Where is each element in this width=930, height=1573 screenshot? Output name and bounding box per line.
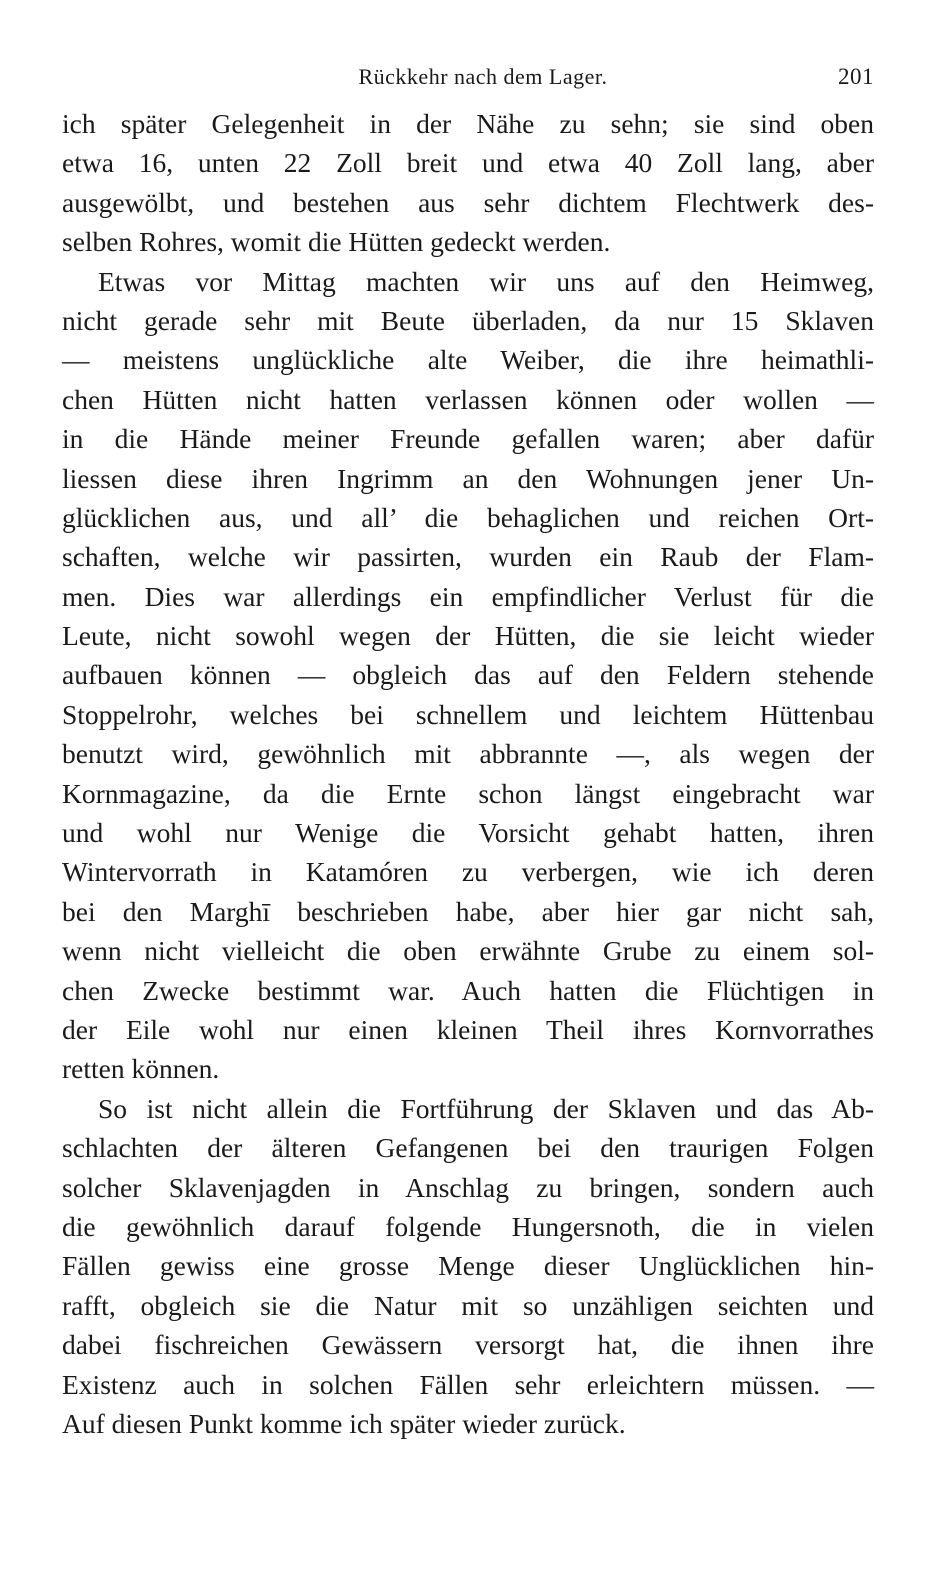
- book-page: [62, 58, 874, 1443]
- text-line: solcher Sklavenjagden in Anschlag zu bringen, sondern auch: [62, 1171, 874, 1203]
- running-head: [62, 58, 874, 98]
- text-line: ausgewölbt, und bestehen aus sehr dichtem Flechtwerk des-: [62, 186, 874, 218]
- text-line: Wintervorrath in Katamóren zu verbergen, wie ich deren: [62, 856, 874, 888]
- text-line: liessen diese ihren Ingrimm an den Wohnungen jener Un-: [62, 462, 874, 494]
- text-line: retten können.: [62, 1053, 220, 1085]
- page-number: 201: [838, 64, 874, 89]
- text-line: ich später Gelegenheit in der Nähe zu sehn; sie sind oben: [62, 108, 874, 139]
- text-line: chen Zwecke bestimmt war. Auch hatten die Flüchtigen in: [62, 974, 874, 1006]
- text-line: Existenz auch in solchen Fällen sehr erleichtern müssen. —: [62, 1368, 874, 1400]
- text-line: So ist nicht allein die Fortführung der Sklaven und das Ab-: [98, 1092, 874, 1124]
- text-line: bei den Marghī beschrieben habe, aber hier gar nicht sah,: [62, 895, 874, 927]
- text-line: benutzt wird, gewöhnlich mit abbrannte —, als wegen der: [62, 738, 874, 770]
- text-line: rafft, obgleich sie die Natur mit so unzähligen seichten und: [62, 1289, 874, 1321]
- body-text: [62, 104, 874, 1443]
- text-line: Stoppelrohr, welches bei schnellem und leichtem Hüttenbau: [62, 698, 874, 730]
- running-title: Rückkehr nach dem Lager.: [358, 64, 608, 89]
- paragraph: [62, 1089, 874, 1444]
- text-line: chen Hütten nicht hatten verlassen können oder wollen —: [62, 383, 874, 415]
- paragraph: [62, 104, 874, 262]
- text-line: schaften, welche wir passirten, wurden ein Raub der Flam-: [62, 541, 874, 573]
- text-line: selben Rohres, womit die Hütten gedeckt werden.: [62, 226, 611, 258]
- text-line: in die Hände meiner Freunde gefallen waren; aber dafür: [62, 423, 874, 455]
- text-line: Auf diesen Punkt komme ich später wieder zurück.: [62, 1407, 626, 1439]
- text-line: der Eile wohl nur einen kleinen Theil ihres Kornvorrathes: [62, 1013, 874, 1045]
- text-line: dabei fischreichen Gewässern versorgt hat, die ihnen ihre: [62, 1329, 874, 1361]
- paragraph: [62, 262, 874, 1089]
- text-line: Etwas vor Mittag machten wir uns auf den Heimweg,: [98, 265, 874, 297]
- text-line: aufbauen können — obgleich das auf den Feldern stehende: [62, 659, 874, 691]
- text-line: und wohl nur Wenige die Vorsicht gehabt hatten, ihren: [62, 817, 874, 849]
- text-line: Fällen gewiss eine grosse Menge dieser Unglücklichen hin-: [62, 1250, 874, 1282]
- text-line: men. Dies war allerdings ein empfindlicher Verlust für die: [62, 580, 874, 612]
- text-line: Kornmagazine, da die Ernte schon längst eingebracht war: [62, 777, 874, 809]
- text-line: schlachten der älteren Gefangenen bei den traurigen Folgen: [62, 1132, 874, 1164]
- text-line: — meistens unglückliche alte Weiber, die ihre heimathli-: [62, 344, 874, 376]
- text-line: etwa 16, unten 22 Zoll breit und etwa 40 Zoll lang, aber: [62, 147, 874, 179]
- text-line: wenn nicht vielleicht die oben erwähnte Grube zu einem sol-: [62, 935, 874, 967]
- text-line: die gewöhnlich darauf folgende Hungersnoth, die in vielen: [62, 1210, 874, 1242]
- text-line: glücklichen aus, und all’ die behaglichen und reichen Ort-: [62, 501, 874, 533]
- text-line: nicht gerade sehr mit Beute überladen, da nur 15 Sklaven: [62, 304, 874, 336]
- text-line: Leute, nicht sowohl wegen der Hütten, die sie leicht wieder: [62, 620, 874, 652]
